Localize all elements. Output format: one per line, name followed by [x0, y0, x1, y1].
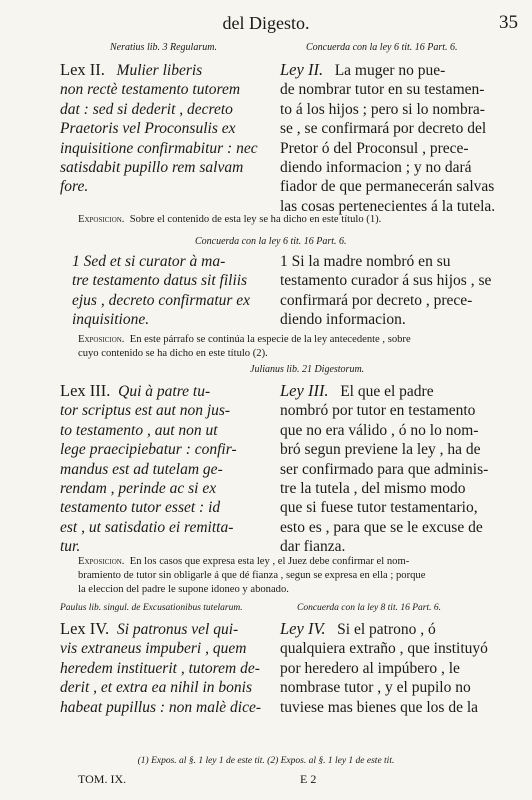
law4-latin-text: Lex IV. Si patronus vel qui- vis extraneus impuberi , quem heredem instituerit , tutorem de- derit , et extra ea nihil in bonis habeat pupillus : non malè dice-	[60, 619, 262, 716]
running-title: del Digesto.	[222, 13, 310, 33]
law4-source-spanish: Concuerda con la ley 8 tit. 16 Part. 6.	[297, 603, 441, 613]
law2-source-latin: Neratius lib. 3 Regularum.	[110, 42, 217, 53]
footnotes: (1) Expos. al §. 1 ley 1 de este tit. (2) Expos. al §. 1 ley 1 de este tit.	[137, 756, 395, 766]
law3-exposition: Exposicion. En los casos que expresa esta ley , el Juez debe confirmar el nom- bramiento de tutor sin obligarle á que dé fianza , segun se expresa en ella ; porque la eleccion del padre le supone idoneo y abonado.	[78, 556, 426, 595]
para1-spanish-text: 1 Si la madre nombró en su testamento curador á sus hijos , se confirmará por decreto , prece- diendo informacion.	[280, 253, 492, 329]
law4-heading-spanish: Ley IV.	[280, 619, 326, 638]
law3-latin-text: Lex III. Qui à patre tu- tor scriptus est aut non jus- to testamento , aut non ut lege praecipiebatur : confir- mandus est ad tutelam ge- rendam , perinde ac si ex testamento tutor esset : id est , ut satisdatio ei remitta- tur.	[60, 381, 237, 556]
page-number: 35	[499, 12, 518, 33]
law3-heading-latin: Lex III.	[60, 381, 111, 400]
volume-label: TOM. IX.	[78, 772, 127, 786]
law2-heading-spanish: Ley II.	[280, 60, 324, 79]
law4-spanish-text: Ley IV. Si el patrono , ó qualquiera extraño , que instituyó por heredero al impúbero , le nombrase tutor , y el pupilo no tuviese mas bienes que los de la	[280, 619, 488, 716]
para1-concordance: Concuerda con la ley 6 tit. 16 Part. 6.	[195, 236, 347, 247]
signature-mark: E 2	[300, 772, 317, 786]
law3-heading-spanish: Ley III.	[280, 381, 329, 400]
law3-source-latin: Julianus lib. 21 Digestorum.	[250, 364, 365, 375]
law2-exposition: Exposicion. Sobre el contenido de esta ley se ha dicho en este título (1).	[78, 214, 382, 225]
law4-source-latin: Paulus lib. singul. de Excusationibus tutelarum.	[60, 603, 243, 613]
law2-source-spanish: Concuerda con la ley 6 tit. 16 Part. 6.	[306, 42, 458, 53]
law4-heading-latin: Lex IV.	[60, 619, 110, 638]
law2-spanish-text: Ley II. La muger no pue- de nombrar tutor en su testamen- to á los hijos ; pero si lo nombra- se , se confirmará por decreto del Pretor ó del Proconsul , prece- diendo informacion ; y no dará fiador de que permanecerán salvas las cosas pertenecientes á la tutela.	[280, 60, 496, 215]
law2-heading-latin: Lex II.	[60, 60, 105, 79]
law3-spanish-text: Ley III. El que el padre nombró por tutor en testamento que no era válido , ó no lo nom- bró segun previene la ley , ha de ser confirmado para que adminis- tre la tutela , del mismo modo que si fuese tutor testamentario, esto es , para que se le excuse de dar fianza.	[280, 381, 489, 556]
para1-exposition: Exposicion. En este párrafo se continúa la especie de la ley antecedente , sobre cuyo contenido se ha dicho en este título (2).	[78, 334, 411, 359]
law2-latin-text: Lex II. Mulier liberis non rectè testamento tutorem dat : sed si dederit , decreto Praetoris vel Proconsulis ex inquisitione confirmabitur : nec satisdabit pupillo rem salvam fore.	[60, 60, 258, 196]
para1-latin-text: 1 Sed et si curator à ma- tre testamento datus sit filiis ejus , decreto confirmatur ex inquisitione.	[72, 253, 251, 329]
